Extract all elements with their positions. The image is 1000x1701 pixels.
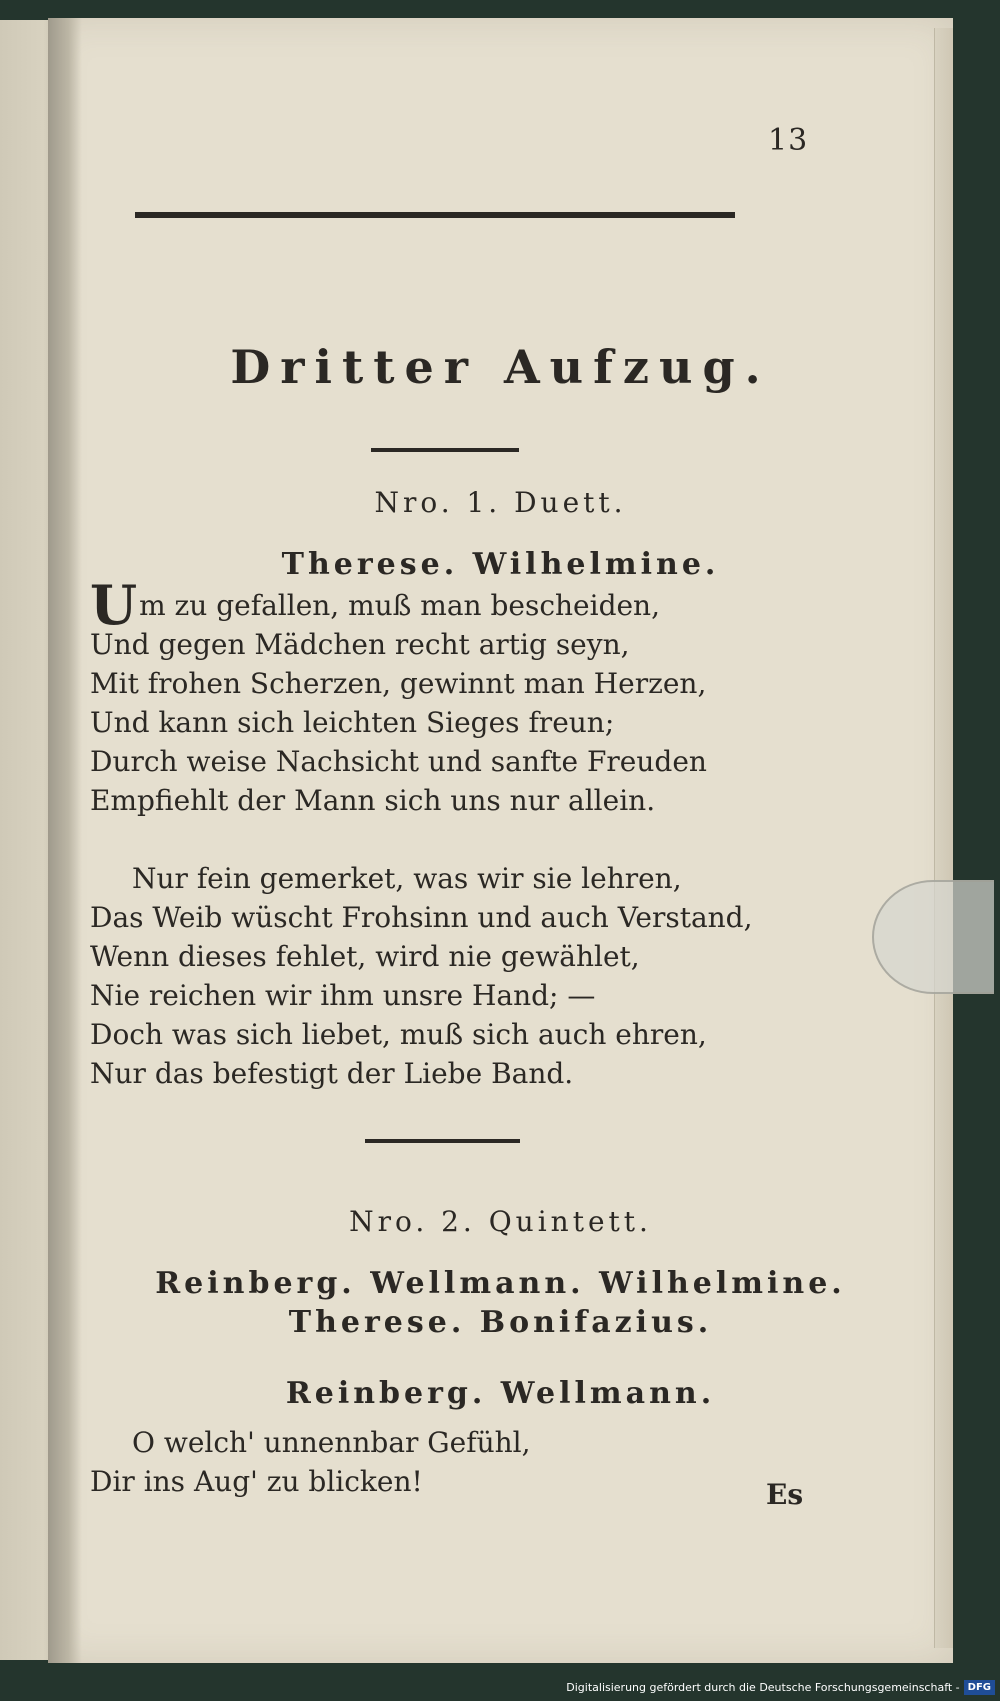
page-number: 13 [768, 123, 809, 158]
verse-line: O welch' unnennbar Gefühl, [132, 1426, 531, 1459]
drop-cap: U [90, 573, 138, 637]
duett-characters: Therese. Wilhelmine. [281, 547, 720, 582]
quintett-speakers: Reinberg. Wellmann. [285, 1376, 716, 1411]
verse-line: Empfiehlt der Mann sich uns nur allein. [90, 784, 656, 817]
digitization-footer [566, 1677, 995, 1697]
verse-line: Das Weib wüscht Frohsinn und auch Verstand, [90, 901, 753, 934]
verse-line: Nie reichen wir ihm unsre Hand; — [90, 979, 596, 1012]
book-page [48, 18, 953, 1663]
title-divider [371, 448, 519, 452]
verse-line: Und kann sich leichten Sieges freun; [90, 706, 615, 739]
verse-line: Doch was sich liebet, muß sich auch ehren, [90, 1018, 707, 1051]
section-heading-duett: Nro. 1. Duett. [374, 486, 627, 519]
quintett-lines [90, 1423, 531, 1501]
verse-line: Wenn dieses fehlet, wird nie gewählet, [90, 940, 640, 973]
duett-stanza-2 [90, 859, 753, 1093]
verse-line: Durch weise Nachsicht und sanfte Freuden [90, 745, 707, 778]
section-heading-quintett: Nro. 2. Quintett. [349, 1205, 652, 1238]
verse-line: Mit frohen Scherzen, gewinnt man Herzen, [90, 667, 707, 700]
verse-line: Dir ins Aug' zu blicken! [90, 1465, 423, 1498]
header-rule [135, 212, 735, 218]
catchword: Es [766, 1478, 804, 1511]
quintett-characters-line-1: Reinberg. Wellmann. Wilhelmine. [155, 1266, 846, 1301]
footer-credit: Digitalisierung gefördert durch die Deutsche Forschungsgemeinschaft - [566, 1680, 960, 1694]
section-divider [365, 1139, 520, 1143]
page-clip [872, 880, 994, 994]
act-title: Dritter Aufzug. [230, 340, 771, 394]
dfg-logo-badge: DFG [964, 1680, 995, 1695]
verse-line: Und gegen Mädchen recht artig seyn, [90, 628, 630, 661]
verse-line: Nur fein gemerket, was wir sie lehren, [132, 862, 682, 895]
gutter-shadow [48, 18, 82, 1663]
verse-line: Nur das befestigt der Liebe Band. [90, 1057, 574, 1090]
verse-line: Um zu gefallen, muß man bescheiden, [90, 573, 660, 637]
quintett-characters-line-2: Therese. Bonifazius. [288, 1305, 713, 1340]
duett-stanza-1 [90, 573, 707, 820]
